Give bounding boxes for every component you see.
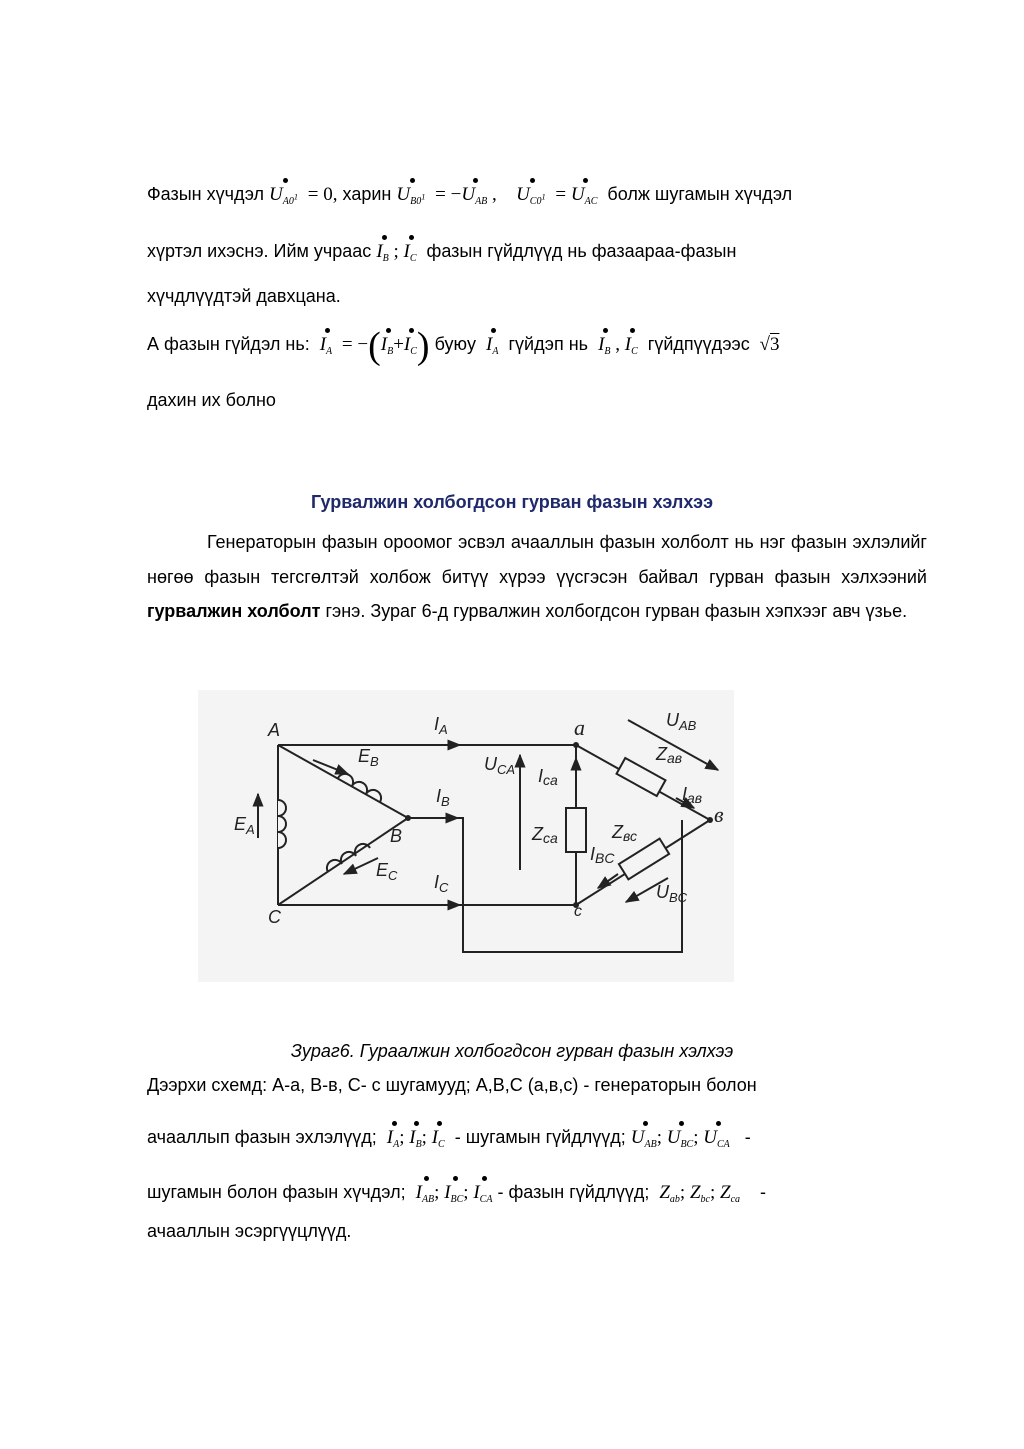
- label-I-B: $I_B$: [436, 786, 450, 809]
- text: болж шугамын хүчдэл: [607, 184, 793, 204]
- para-bold: гурвалжин холболт: [147, 601, 321, 621]
- circuit-figure: [198, 690, 734, 982]
- formula-eq: = −: [430, 184, 462, 205]
- text: - шугамын гүйдлүүд;: [454, 1127, 626, 1147]
- paragraph: [147, 525, 927, 629]
- label-node-A: A: [268, 720, 281, 740]
- formula-eq-zero: = 0,: [303, 184, 338, 205]
- formula-i-c: $I_C$: [404, 241, 417, 270]
- label-U-AB: $U_{AB}$: [666, 710, 697, 733]
- formula-i-a3: $I_A$: [387, 1127, 399, 1156]
- formula-z-ab: $Z_{ab}$: [659, 1182, 680, 1205]
- text: фазын гүйдлүүд нь фазаараа-фазын: [426, 241, 737, 261]
- label-I-ca: Ica: [538, 766, 558, 788]
- formula-i-b3: $I_B$: [598, 334, 610, 363]
- text: - фазын гүйдлүүд;: [497, 1182, 650, 1202]
- impedance-ca: [566, 808, 586, 852]
- line-phase-currents: хүртэл ихэснэ. Ийм учраас $I_B$ ; $I_C$ фазын гүйдлүүд нь фазаараа-фазын: [147, 240, 736, 270]
- text: буюу: [434, 334, 477, 354]
- label-U-BC: $U_{BC}$: [656, 882, 688, 905]
- label-E-B: $E_B$: [358, 746, 379, 769]
- text: А фазын гүйдэл нь:: [147, 334, 310, 354]
- formula-u-ab: $U_{AB}$: [461, 184, 487, 213]
- node-dot-b: [405, 815, 411, 821]
- formula-i-c4: $I_C$: [432, 1127, 445, 1156]
- text: ачааллып фазын эхлэлүүд;: [147, 1127, 377, 1147]
- label-E-C: $E_C$: [376, 860, 398, 883]
- label-I-ab: Iaв: [682, 784, 703, 806]
- formula-u-bc: $U_{BC}$: [667, 1127, 694, 1156]
- label-U-CA: $U_{CA}$: [484, 754, 516, 777]
- text: шугамын болон фазын хүчдэл;: [147, 1182, 406, 1202]
- label-node-B: B: [390, 826, 403, 846]
- text: Фазын хүчдэл: [147, 184, 264, 204]
- formula-u-ca: $U_{CA}$: [703, 1127, 730, 1156]
- formula-u-a0: $U_{A0^1}$: [269, 184, 298, 213]
- formula-u-b0: $U_{B0^1}$: [396, 184, 425, 213]
- coil-a: [278, 800, 286, 848]
- para-text-1: Генераторын фазын ороомог эсвэл ачааллын фазын холболт нь нэг фазын эхлэлийг нөгөө фазын тегсгөлтэй холбож битүү хүрээ үүсгэсэн байвал гурван фазын хэлхээний: [147, 532, 927, 587]
- bottom-line-1: Дээрхи схемд: А-а, В-в, С- с шугамууд; А,В,С (а,в,с) - генераторын болон: [147, 1075, 757, 1095]
- label-node-c: c: [574, 903, 582, 920]
- formula-i-b4: $I_B$: [409, 1127, 421, 1156]
- label-I-bc: IBC: [590, 844, 615, 866]
- label-node-a: a: [574, 715, 585, 740]
- label-I-A: $I_A$: [434, 714, 448, 737]
- label-I-C: $I_C$: [434, 872, 449, 895]
- formula-i-ca: $I_{CA}$: [473, 1182, 492, 1211]
- formula-i-c2: $I_C$: [404, 334, 417, 363]
- formula-i-b: $I_B$: [376, 241, 388, 270]
- formula-u-ab2: $U_{AB}$: [631, 1127, 657, 1156]
- formula-i-a: $I_A$: [320, 334, 332, 363]
- label-Z-ca: Zca: [532, 824, 558, 846]
- bottom-line-4: ачааллын эсэргүүцлүүд.: [147, 1221, 352, 1241]
- node-dot-b-load: [707, 817, 713, 823]
- formula-u-ac: $U_{AC}$: [571, 184, 598, 213]
- formula-z-ca: $Z_{ca}$: [720, 1182, 741, 1205]
- para-text-2: гэнэ. Зураг 6-д гурвалжин холбогдсон гурван фазын хэпхээг авч үзье.: [325, 601, 908, 621]
- label-E-A: $E_A$: [234, 814, 255, 837]
- text: харин: [342, 184, 392, 204]
- line-times-more: дахин их болно: [147, 390, 276, 410]
- formula-i-ab: $I_{AB}$: [416, 1182, 435, 1211]
- formula-i-c3: $I_C$: [625, 334, 638, 363]
- formula-sqrt3: √3: [754, 334, 780, 355]
- label-node-b: в: [714, 802, 724, 827]
- formula-z-bc: $Z_{bc}$: [689, 1182, 710, 1205]
- section-heading: Гурвалжин холбогдсон гурван фазын хэлхээ: [310, 492, 714, 512]
- bottom-line-2: ачааллып фазын эхлэлүүд; $I_A$; $I_B$; $I_C$ - шугамын гүйдлүүд; $U_{AB}$; $U_{BC}$; $U_{CA}$ -: [147, 1126, 751, 1156]
- line-coincide: хүчдлүүдтэй давхцана.: [147, 286, 341, 306]
- text: хүртэл ихэснэ. Ийм учраас: [147, 241, 372, 261]
- formula-u-c0: $U_{C0^1}$: [516, 184, 546, 213]
- formula-i-b2: $I_B$: [381, 334, 393, 363]
- text: гүйдпүүдээс: [647, 334, 750, 354]
- line-phase-voltage: Фазын хүчдэл $U_{A0^1} = 0$, харин $U_{B0^1} = -U_{AB}$ , $U_{C0^1} = U_{AC}$ болж шугамын хүчдэл: [147, 183, 792, 213]
- line-current-a: А фазын гүйдэл нь: $I_A = -(I_B+I_C)$ буюу $I_A$ гүйдэп нь $I_B$ , $I_C$ гүйдпүүдээс √3: [147, 325, 780, 367]
- formula-i-a2: $I_A$: [486, 334, 498, 363]
- label-Z-ab: Zaв: [656, 744, 683, 766]
- text: гүйдэп нь: [508, 334, 589, 354]
- figure-caption: Зураг6. Гураалжин холбогдсон гурван фазын хэлхээ: [290, 1041, 734, 1061]
- formula-i-bc: $I_{BC}$: [444, 1182, 463, 1211]
- bottom-line-3: шугамын болон фазын хүчдэл; $I_{AB}$; $I_{BC}$; $I_{CA}$ - фазын гүйдлүүд; $Z_{ab}$; $Z_{bc}$; $Z_{ca}$ -: [147, 1181, 766, 1211]
- node-dot-a-load: [573, 742, 579, 748]
- label-Z-bc: Zвс: [612, 822, 637, 844]
- label-node-C: C: [268, 907, 281, 927]
